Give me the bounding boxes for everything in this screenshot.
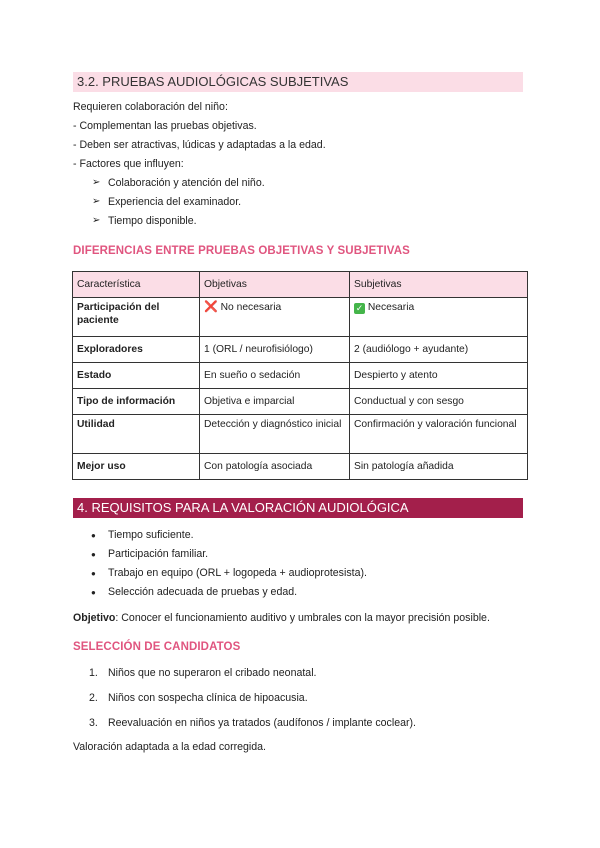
- footer-note: Valoración adaptada a la edad corregida.: [73, 741, 266, 753]
- factor-item: Colaboración y atención del niño.: [108, 177, 265, 189]
- requirement-item: Selección adecuada de pruebas y edad.: [108, 586, 298, 598]
- arrow-bullet-icon: ➢: [92, 196, 101, 207]
- table-cell: 2 (audiólogo + ayudante): [350, 337, 528, 363]
- section-heading-4: 4. REQUISITOS PARA LA VALORACIÓN AUDIOLÓGICA: [73, 498, 523, 518]
- cell-text: Necesaria: [367, 302, 415, 313]
- row-label: Tipo de información: [73, 389, 200, 415]
- list-number: 2.: [89, 692, 98, 704]
- row-label: Utilidad: [73, 415, 200, 454]
- row-label: Exploradores: [73, 337, 200, 363]
- table-cell: [200, 298, 350, 337]
- column-header: Objetivas: [200, 272, 350, 298]
- list-number: 1.: [89, 667, 98, 679]
- table-row: [73, 454, 528, 480]
- bullet-dot-icon: ●: [91, 588, 96, 597]
- factor-item: Tiempo disponible.: [108, 215, 197, 227]
- bullet-dot-icon: ●: [91, 531, 96, 540]
- column-header: Subjetivas: [350, 272, 528, 298]
- candidate-item: Niños con sospecha clínica de hipoacusia.: [108, 692, 308, 704]
- candidates-heading: SELECCIÓN DE CANDIDATOS: [73, 641, 241, 653]
- objective-label: Objetivo: [73, 612, 116, 624]
- table-cell: Objetiva e imparcial: [200, 389, 350, 415]
- table-header-row: [73, 272, 528, 298]
- column-header: Característica: [73, 272, 200, 298]
- table-cell: 1 (ORL / neurofisiólogo): [200, 337, 350, 363]
- table-row: [73, 415, 528, 454]
- objective-paragraph: [73, 612, 490, 624]
- table-row: [73, 363, 528, 389]
- table-cell: Confirmación y valoración funcional: [350, 415, 528, 454]
- table-row: [73, 298, 528, 337]
- table-cell: Conductual y con sesgo: [350, 389, 528, 415]
- comparison-table: [72, 271, 528, 480]
- row-label: Participación del paciente: [73, 298, 200, 337]
- arrow-bullet-icon: ➢: [92, 215, 101, 226]
- table-cell: En sueño o sedación: [200, 363, 350, 389]
- candidate-item: Niños que no superaron el cribado neonatal.: [108, 667, 317, 679]
- bullet-dot-icon: ●: [91, 569, 96, 578]
- list-line: - Complementan las pruebas objetivas.: [73, 120, 257, 132]
- requirement-item: Participación familiar.: [108, 548, 209, 560]
- table-row: [73, 337, 528, 363]
- differences-heading: DIFERENCIAS ENTRE PRUEBAS OBJETIVAS Y SUBJETIVAS: [73, 245, 410, 257]
- candidate-item: Reevaluación en niños ya tratados (audífonos / implante coclear).: [108, 717, 416, 729]
- requirement-item: Trabajo en equipo (ORL + logopeda + audioprotesista).: [108, 567, 367, 579]
- list-line: - Factores que influyen:: [73, 158, 184, 170]
- check-mark-icon: ✓: [355, 303, 364, 313]
- cross-mark-icon: ❌: [204, 301, 218, 313]
- table-cell: [350, 298, 528, 337]
- row-label: Estado: [73, 363, 200, 389]
- section-heading-3-2: 3.2. PRUEBAS AUDIOLÓGICAS SUBJETIVAS: [73, 72, 523, 92]
- requirement-item: Tiempo suficiente.: [108, 529, 194, 541]
- table-cell: Despierto y atento: [350, 363, 528, 389]
- list-line: - Deben ser atractivas, lúdicas y adaptadas a la edad.: [73, 139, 326, 151]
- list-number: 3.: [89, 717, 98, 729]
- table-cell: Detección y diagnóstico inicial: [200, 415, 350, 454]
- intro-text: Requieren colaboración del niño:: [73, 101, 228, 113]
- arrow-bullet-icon: ➢: [92, 177, 101, 188]
- table-cell: Sin patología añadida: [350, 454, 528, 480]
- factor-item: Experiencia del examinador.: [108, 196, 242, 208]
- table-cell: Con patología asociada: [200, 454, 350, 480]
- objective-text: : Conocer el funcionamiento auditivo y umbrales con la mayor precisión posible.: [115, 612, 490, 624]
- row-label: Mejor uso: [73, 454, 200, 480]
- bullet-dot-icon: ●: [91, 550, 96, 559]
- table-row: [73, 389, 528, 415]
- cell-text: No necesaria: [220, 302, 282, 313]
